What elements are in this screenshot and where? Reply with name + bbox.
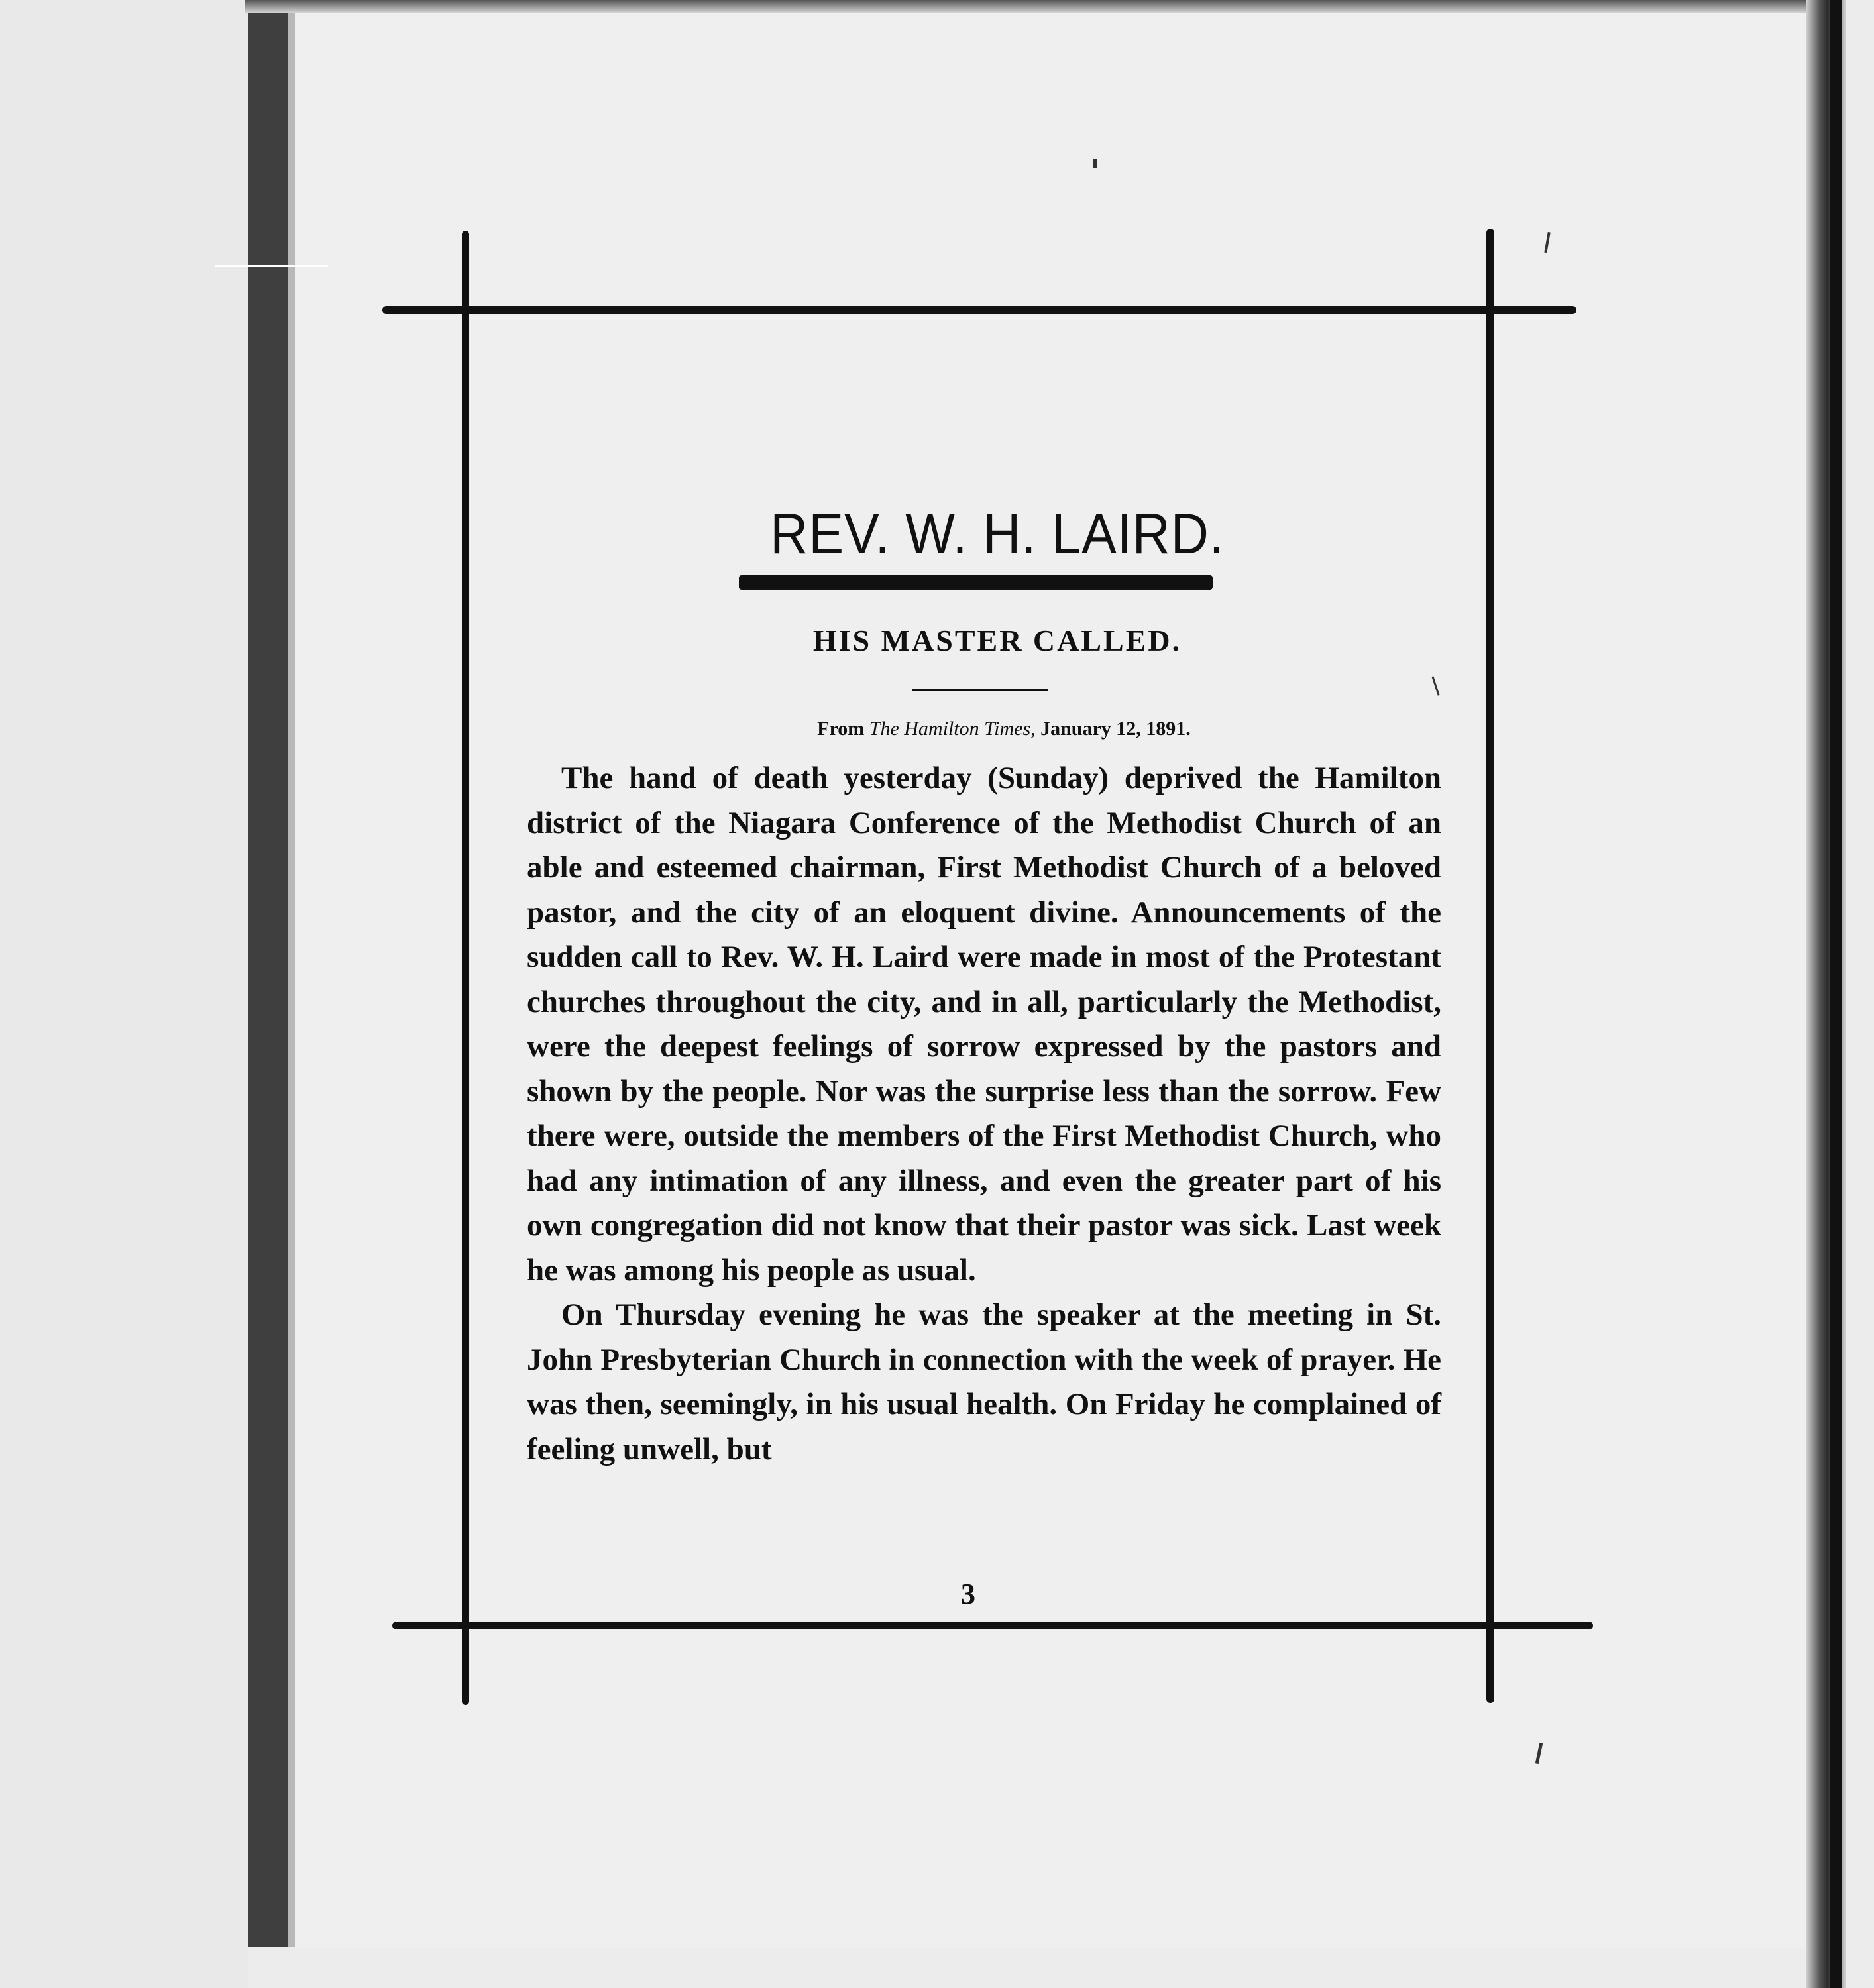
subtitle-divider — [912, 689, 1048, 691]
title-underline — [739, 575, 1213, 590]
article-title: REV. W. H. LAIRD. — [770, 502, 1225, 566]
paragraph: The hand of death yesterday (Sunday) deprived the Hamilton district of the Niagara Conference of the Methodist Church of an able and esteemed chairman, First Methodist Church of a beloved pastor, and the city of an eloquent divine. Announcements of the sudden call to Rev. W. H. Laird were made in most of the Protestant churches throughout the city, and in all, particularly the Methodist, were the deepest feelings of sorrow expressed by the pastors and shown by the people. Nor was the surprise less than the sorrow. Few there were, outside the members of the First Methodist Church, who had any intimation of any illness, and even the greater part of his own congregation did not know that their pastor was sick. Last week he was among his people as usual. — [527, 761, 1441, 1288]
right-edge-shadow — [1830, 0, 1842, 1988]
frame-bottom-rule — [392, 1622, 1593, 1629]
page-number: 3 — [961, 1578, 975, 1610]
source-publication: The Hamilton Times, — [869, 718, 1036, 740]
facing-page — [0, 0, 248, 1988]
frame-top-rule — [382, 306, 1576, 314]
source-date: January 12, 1891. — [1040, 718, 1191, 740]
article-body — [527, 756, 1441, 1472]
paragraph: On Thursday evening he was the speaker at the meeting in St. John Presbyterian Church in connection with the week of prayer. He was then, seemingly, in his usual health. On Friday he complained of feeling unwell, but — [527, 1298, 1441, 1466]
article — [527, 500, 1441, 1472]
frame-right-rule — [1486, 229, 1494, 1703]
article-subtitle: HIS MASTER CALLED. — [812, 624, 1182, 658]
source-line — [567, 718, 1441, 740]
binding-edge — [288, 12, 295, 1947]
top-edge-shadow — [245, 0, 1822, 13]
scan-speck — [1093, 159, 1097, 168]
source-prefix: From — [817, 718, 865, 740]
scan-speck — [215, 265, 328, 267]
frame-left-rule — [462, 231, 469, 1705]
book-binding — [248, 12, 288, 1947]
